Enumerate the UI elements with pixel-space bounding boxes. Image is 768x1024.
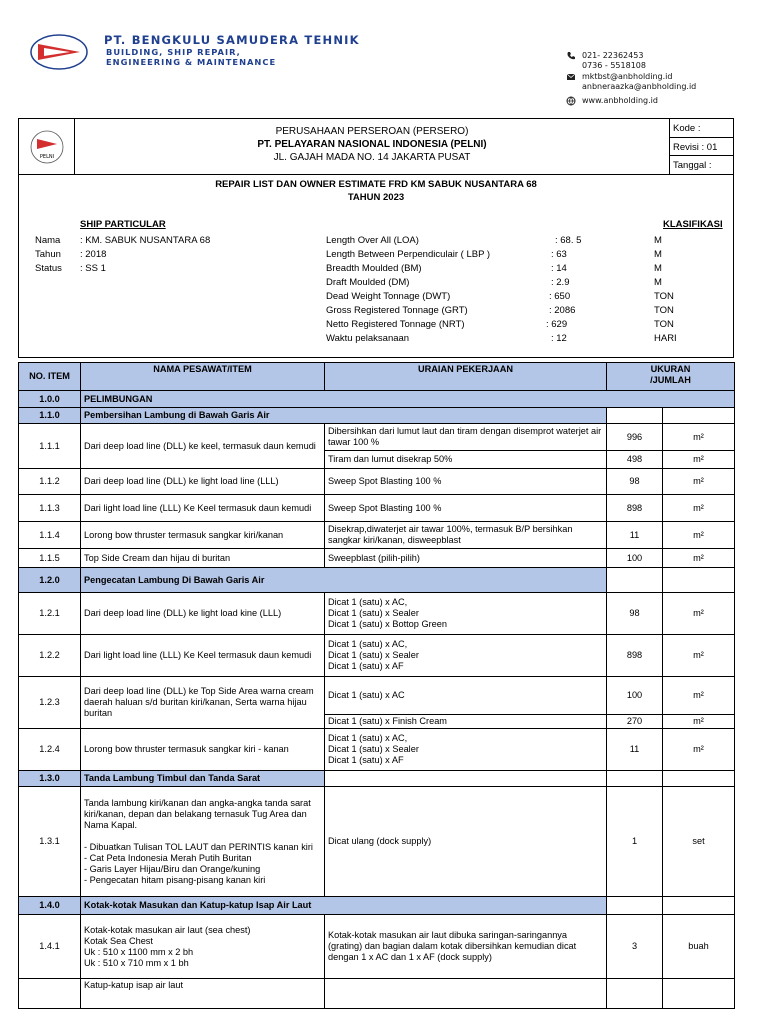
company-logo-icon bbox=[30, 34, 88, 70]
email-contact bbox=[566, 72, 696, 92]
item-qty: 498 bbox=[607, 451, 663, 469]
item-qty: 898 bbox=[607, 635, 663, 677]
item-no: 1.0.0 bbox=[19, 391, 81, 408]
company-name: PT. BENGKULU SAMUDERA TEHNIK bbox=[104, 33, 360, 47]
item-no: 1.2.3 bbox=[19, 677, 81, 729]
email-1: mktbst@anbholding.id bbox=[582, 72, 673, 81]
item-unit: m² bbox=[663, 549, 735, 568]
spec-value: : 12 bbox=[551, 333, 567, 344]
spec-unit: M bbox=[654, 249, 662, 260]
table-row bbox=[19, 391, 735, 408]
table-row bbox=[19, 522, 735, 549]
table-row bbox=[19, 729, 735, 771]
nama-value: : KM. SABUK NUSANTARA 68 bbox=[80, 235, 211, 246]
ship-particular-heading: SHIP PARTICULAR bbox=[80, 219, 166, 230]
item-no: 1.4.1 bbox=[19, 915, 81, 979]
header-line-2: PT. PELAYARAN NASIONAL INDONESIA (PELNI) bbox=[257, 139, 487, 150]
header-line-3: JL. GAJAH MADA NO. 14 JAKARTA PUSAT bbox=[273, 152, 471, 163]
table-row bbox=[19, 549, 735, 568]
item-no: 1.2.4 bbox=[19, 729, 81, 771]
item-work: Dibersihkan dari lumut laut dan tiram dengan disemprot waterjet air tawar 100 % bbox=[325, 424, 607, 451]
phone-1: 021- 22362453 bbox=[582, 51, 644, 60]
item-no: 1.1.3 bbox=[19, 495, 81, 522]
spec-unit: M bbox=[654, 263, 662, 274]
table-row bbox=[19, 568, 735, 593]
item-no: 1.1.2 bbox=[19, 469, 81, 495]
tahun-label: Tahun bbox=[35, 249, 61, 260]
item-name: Dari deep load line (DLL) ke keel, termasuk daun kemudi bbox=[81, 424, 325, 469]
web-contact bbox=[566, 96, 658, 106]
spec-label: Draft Moulded (DM) bbox=[326, 277, 410, 288]
item-unit: m² bbox=[663, 495, 735, 522]
item-unit: m² bbox=[663, 469, 735, 495]
spec-unit: HARI bbox=[654, 333, 677, 344]
item-name: Tanda lambung kiri/kanan dan angka-angka tanda sarat kiri/kanan, depan dan belakang ternasuk Tug Area dan Nama Kapal. - Dibuatkan Tulisan TOL LAUT dan PERINTIS kanan kiri - Cat Peta Indonesia Merah Putih Buritan - Garis Layer Hijau/Biru dan Orange/kuning - Pengecatan hitam pisang-pisang kanan kiri bbox=[81, 787, 325, 897]
spec-unit: TON bbox=[654, 319, 674, 330]
item-work: Dicat ulang (dock supply) bbox=[325, 787, 607, 897]
spec-unit: TON bbox=[654, 305, 674, 316]
item-work: Disekrap,diwaterjet air tawar 100%, termasuk B/P bersihkan sangkar kiri/kanan, disweepblast bbox=[325, 522, 607, 549]
spec-label: Dead Weight Tonnage (DWT) bbox=[326, 291, 451, 302]
item-no: 1.1.0 bbox=[19, 408, 81, 424]
item-unit: m² bbox=[663, 424, 735, 451]
letterhead bbox=[0, 0, 768, 112]
tahun-value: : 2018 bbox=[80, 249, 107, 260]
globe-icon bbox=[566, 96, 576, 106]
item-unit: buah bbox=[663, 915, 735, 979]
spec-value: : 68. 5 bbox=[555, 235, 582, 246]
item-unit: m² bbox=[663, 593, 735, 635]
item-qty: 11 bbox=[607, 729, 663, 771]
table-header-row bbox=[19, 363, 735, 391]
item-name: Kotak-kotak Masukan dan Katup-katup Isap Air Laut bbox=[81, 897, 607, 915]
table-row bbox=[19, 593, 735, 635]
phone-icon bbox=[566, 51, 576, 61]
table-row bbox=[19, 915, 735, 979]
item-work: Dicat 1 (satu) x Finish Cream bbox=[325, 715, 607, 729]
item-name: Dari deep load line (DLL) ke light load line (LLL) bbox=[81, 469, 325, 495]
col-no-item: NO. ITEM bbox=[19, 363, 81, 391]
item-name: Tanda Lambung Timbul dan Tanda Sarat bbox=[81, 771, 325, 787]
item-no: 1.1.1 bbox=[19, 424, 81, 469]
item-unit: set bbox=[663, 787, 735, 897]
spec-label: Length Over All (LOA) bbox=[326, 235, 419, 246]
item-qty: 98 bbox=[607, 593, 663, 635]
table-row bbox=[19, 408, 735, 424]
col-ukuran: UKURAN /JUMLAH bbox=[607, 363, 735, 391]
item-no: 1.2.1 bbox=[19, 593, 81, 635]
repair-list-table bbox=[18, 362, 735, 1009]
item-name: Dari light load line (LLL) Ke Keel termasuk daun kemudi bbox=[81, 635, 325, 677]
item-work: Tiram dan lumut disekrap 50% bbox=[325, 451, 607, 469]
item-qty: 996 bbox=[607, 424, 663, 451]
form-meta bbox=[669, 119, 733, 175]
form-header-row bbox=[19, 119, 733, 175]
item-qty: 11 bbox=[607, 522, 663, 549]
spec-value: : 2.9 bbox=[551, 277, 570, 288]
phone-2: 0736 - 5518108 bbox=[582, 61, 646, 70]
pelni-logo-icon bbox=[29, 129, 65, 165]
item-qty: 898 bbox=[607, 495, 663, 522]
item-work: Dicat 1 (satu) x AC, Dicat 1 (satu) x Sealer Dicat 1 (satu) x Bottop Green bbox=[325, 593, 607, 635]
table-row bbox=[19, 897, 735, 915]
item-name: Dari light load line (LLL) Ke Keel termasuk daun kemudi bbox=[81, 495, 325, 522]
item-unit: m² bbox=[663, 635, 735, 677]
item-name: Pengecatan Lambung Di Bawah Garis Air bbox=[81, 568, 607, 593]
meta-tanggal: Tanggal : bbox=[673, 160, 712, 172]
item-work: Kotak-kotak masukan air laut dibuka saringan-saringannya (grating) dan bagian dalam kotak dibersihkan kemudian dicat dengan 1 x AC dan 1 x AF (dock supply) bbox=[325, 915, 607, 979]
website: www.anbholding.id bbox=[582, 96, 658, 105]
item-name: Top Side Cream dan hijau di buritan bbox=[81, 549, 325, 568]
item-unit: m² bbox=[663, 677, 735, 715]
item-qty: 100 bbox=[607, 549, 663, 568]
item-unit: m² bbox=[663, 729, 735, 771]
item-name: Katup-katup isap air laut bbox=[81, 979, 325, 1009]
item-work: Sweepblast (pilih-pilih) bbox=[325, 549, 607, 568]
table-row bbox=[19, 979, 735, 1009]
status-value: : SS 1 bbox=[80, 263, 106, 274]
spec-label: Breadth Moulded (BM) bbox=[326, 263, 422, 274]
pelni-logo-text: PELNI bbox=[39, 154, 55, 160]
table-row bbox=[19, 677, 735, 715]
company-tagline-2: ENGINEERING & MAINTENANCE bbox=[106, 57, 277, 67]
item-work: Dicat 1 (satu) x AC bbox=[325, 677, 607, 715]
spec-value: : 14 bbox=[551, 263, 567, 274]
item-no: 1.3.0 bbox=[19, 771, 81, 787]
item-qty: 1 bbox=[607, 787, 663, 897]
phone-contact bbox=[566, 51, 646, 71]
item-name: PELIMBUNGAN bbox=[81, 391, 735, 408]
table-row bbox=[19, 635, 735, 677]
col-nama: NAMA PESAWAT/ITEM bbox=[81, 363, 325, 391]
status-label: Status bbox=[35, 263, 62, 274]
item-no: 1.2.0 bbox=[19, 568, 81, 593]
item-work: Sweep Spot Blasting 100 % bbox=[325, 469, 607, 495]
item-qty: 100 bbox=[607, 677, 663, 715]
item-qty: 98 bbox=[607, 469, 663, 495]
spec-value: : 63 bbox=[551, 249, 567, 260]
nama-label: Nama bbox=[35, 235, 61, 246]
item-unit: m² bbox=[663, 715, 735, 729]
table-row bbox=[19, 469, 735, 495]
table-row bbox=[19, 771, 735, 787]
item-work: Dicat 1 (satu) x AC, Dicat 1 (satu) x Sealer Dicat 1 (satu) x AF bbox=[325, 635, 607, 677]
spec-value: : 650 bbox=[549, 291, 571, 302]
item-unit: m² bbox=[663, 451, 735, 469]
item-no: 1.4.0 bbox=[19, 897, 81, 915]
document-year: TAHUN 2023 bbox=[347, 192, 405, 203]
klasifikasi-heading: KLASIFIKASI bbox=[663, 219, 723, 230]
table-row bbox=[19, 424, 735, 451]
spec-value: : 629 bbox=[546, 319, 568, 330]
item-name: Kotak-kotak masukan air laut (sea chest) Kotak Sea Chest Uk : 510 x 1100 mm x 2 bh Uk : 510 x 710 mm x 1 bh bbox=[81, 915, 325, 979]
item-name: Lorong bow thruster termasuk sangkar kiri - kanan bbox=[81, 729, 325, 771]
item-name: Lorong bow thruster termasuk sangkar kiri/kanan bbox=[81, 522, 325, 549]
spec-value: : 2086 bbox=[549, 305, 576, 316]
item-name: Pembersihan Lambung di Bawah Garis Air bbox=[81, 408, 607, 424]
spec-unit: M bbox=[654, 277, 662, 288]
spec-unit: TON bbox=[654, 291, 674, 302]
email-2: anbneraazka@anbholding.id bbox=[582, 82, 697, 91]
item-work: Sweep Spot Blasting 100 % bbox=[325, 495, 607, 522]
col-uraian: URAIAN PEKERJAAN bbox=[325, 363, 607, 391]
spec-label: Netto Registered Tonnage (NRT) bbox=[326, 319, 465, 330]
spec-unit: M bbox=[654, 235, 662, 246]
item-work: Dicat 1 (satu) x AC, Dicat 1 (satu) x Sealer Dicat 1 (satu) x AF bbox=[325, 729, 607, 771]
item-no: 1.1.4 bbox=[19, 522, 81, 549]
company-tagline-1: BUILDING, SHIP REPAIR, bbox=[106, 47, 241, 57]
item-qty: 270 bbox=[607, 715, 663, 729]
item-name: Dari deep load line (DLL) ke light load kine (LLL) bbox=[81, 593, 325, 635]
pelni-logo-cell bbox=[19, 119, 75, 175]
item-name: Dari deep load line (DLL) ke Top Side Area warna cream daerah haluan s/d buritan kiri/kanan, Serta warna hijau buritan bbox=[81, 677, 325, 729]
spec-label: Length Between Perpendiculair ( LBP ) bbox=[326, 249, 491, 260]
item-no: 1.2.2 bbox=[19, 635, 81, 677]
item-no: 1.1.5 bbox=[19, 549, 81, 568]
mail-icon bbox=[566, 72, 576, 82]
item-qty: 3 bbox=[607, 915, 663, 979]
spec-label: Gross Registered Tonnage (GRT) bbox=[326, 305, 468, 316]
meta-kode: Kode : bbox=[670, 119, 733, 138]
form-header-frame bbox=[18, 118, 734, 358]
header-line-1: PERUSAHAAN PERSEROAN (PERSERO) bbox=[275, 126, 469, 137]
spec-label: Waktu pelaksanaan bbox=[326, 333, 410, 344]
table-row bbox=[19, 787, 735, 897]
item-no: 1.3.1 bbox=[19, 787, 81, 897]
form-header-center bbox=[75, 119, 669, 175]
item-unit: m² bbox=[663, 522, 735, 549]
table-row bbox=[19, 495, 735, 522]
meta-revisi: Revisi : 01 bbox=[670, 138, 733, 157]
document-title: REPAIR LIST DAN OWNER ESTIMATE FRD KM SABUK NUSANTARA 68 bbox=[215, 179, 537, 190]
